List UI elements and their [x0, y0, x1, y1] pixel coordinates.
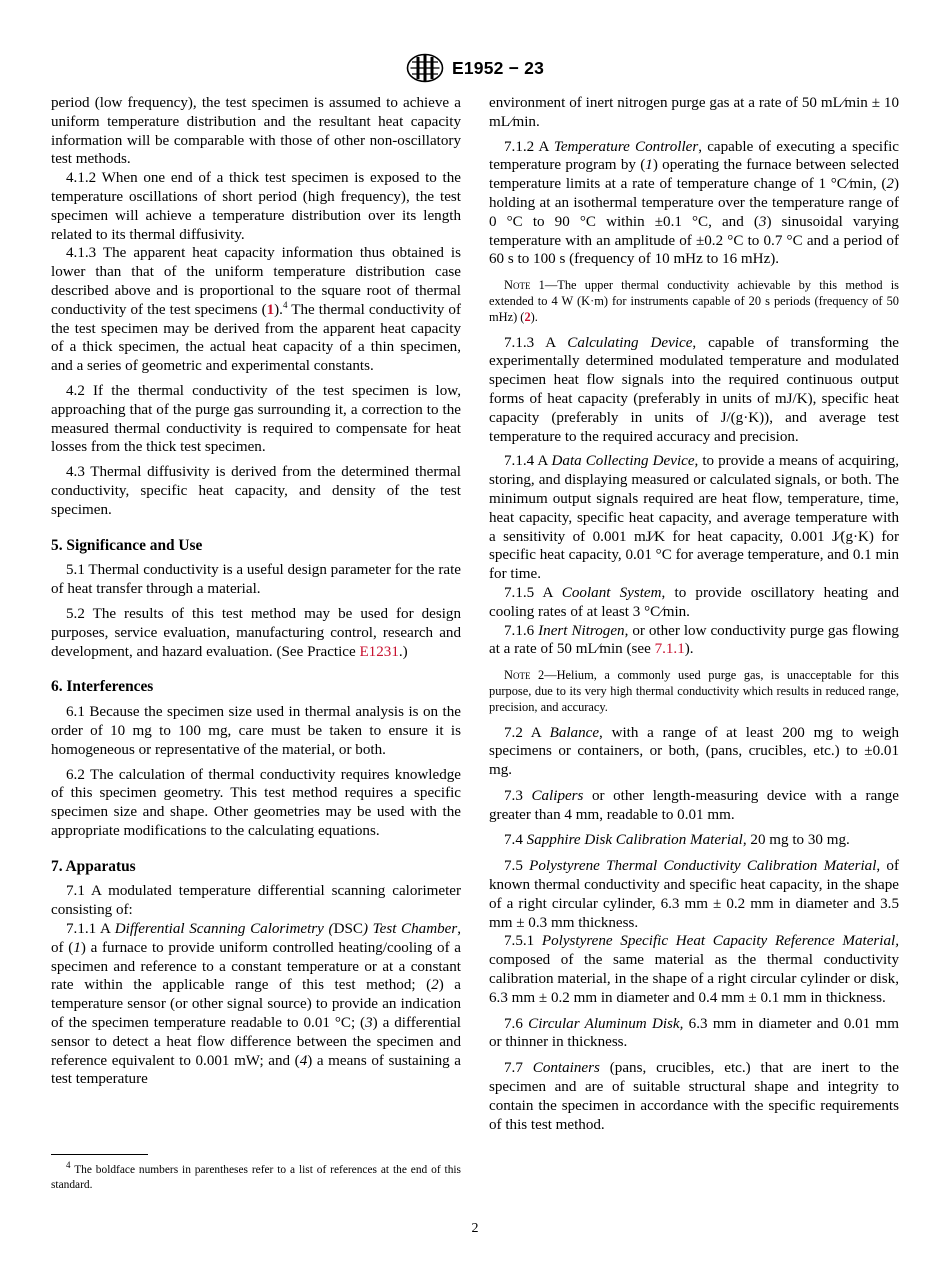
paragraph-7-1-2: 7.1.2 A Temperature Controller, capable of executing a specific temperature program by (1) operating the furnace between selected temperature limits at a rate of temperature change of 1 °C⁄min, (2) holding at an isothermal temperature over the temperature range of 0 °C to 90 °C within ±0.1 °C, and (3) sinusoidal varying temperature with an amplitude of ±0.2 °C to 0.7 °C and a period of 60 s to 100 s (frequency of 10 mHz to 16 mHz).	[489, 138, 900, 268]
paragraph-4-1-3: 4.1.3 The apparent heat capacity information thus obtained is lower than that of the uniform temperature distribution case described above and is proportional to the square root of thermal conductivity of the test specimens (1).$^4$ The thermal conductivity of the test specimen may be derived from the apparent heat capacity of a thick specimen, the actual heat capacity of a thin specimen, and a series of geometric and experimental constants.	[51, 245, 461, 375]
paragraph-7-1-1-cont: environment of inert nitrogen purge gas at a rate of 50 mL⁄min ± 10 mL⁄min.	[489, 95, 899, 130]
footnote-4: $^4$ The boldface numbers in parentheses refer to a list of references at the end of this standard.	[51, 1160, 461, 1191]
section-6-heading: 6. Interferences	[51, 678, 154, 696]
paragraph-7-1: 7.1 A modulated temperature differential scanning calorimeter consisting of:	[51, 883, 461, 919]
paragraph-7-1-4: 7.1.4 A Data Collecting Device, to provide a means of acquiring, storing, and displaying measured or calculated signals, or both. The minimum output signals required are heat flow, temperature, time, heat capacity, specific heat capacity, and average temperature with a sensitivity of 0.001 mJ⁄K for heat capacity, 0.001 J⁄(g·K) for specific heat capacity, 0.01 °C for average temperature, and 0.1 min for time.	[489, 453, 899, 583]
paragraph-7-1-6: 7.1.6 Inert Nitrogen, or other low conductivity purge gas flowing at a rate of 50 mL⁄min (see 7.1.1).	[489, 622, 899, 658]
paragraph-5-2: 5.2 The results of this test method may be used for design purposes, service evaluation, manufacturing control, research and development, and hazard evaluation. (See Practice E1231.)	[51, 605, 461, 660]
paragraph-7-7: 7.7 Containers (pans, crucibles, etc.) that are inert to the specimen and are of suitable structural shape and integrity to contain the specimen in accordance with the specific requirements of this test method.	[489, 1060, 900, 1133]
footnote-marker-4: 4	[282, 299, 288, 310]
reference-link-1[interactable]: 1	[266, 301, 275, 318]
left-column	[51, 94, 461, 1089]
note-2: Note 2—Helium, a commonly used purge gas, is unacceptable for this purpose, due to its very high thermal conductivity which results in reduced range, precision, and accuracy.	[489, 668, 899, 714]
paragraph-7-1-5: 7.1.5 A Coolant System, to provide oscillatory heating and cooling rates of at least 3 °C⁄min.	[489, 584, 900, 620]
section-5-heading: 5. Significance and Use	[51, 536, 203, 554]
paragraph-7-4: 7.4 Sapphire Disk Calibration Material, 20 mg to 30 mg.	[504, 832, 850, 849]
section-7-heading: 7. Apparatus	[51, 857, 136, 875]
reference-link-2[interactable]: 2	[524, 309, 531, 324]
astm-logo-icon	[406, 53, 444, 83]
paragraph-7-2: 7.2 A Balance, with a range of at least 200 mg to weigh specimens or containers, or both, (pans, crucibles, etc.) to ±0.01 mg.	[489, 724, 899, 779]
paragraph-6-2: 6.2 The calculation of thermal conductivity requires knowledge of this specimen geometry. This test method requires a specific specimen size and shape. Other geometries may be used with the appropriate modifications to the calculating equations.	[51, 766, 461, 839]
paragraph-7-1-1: 7.1.1 A Differential Scanning Calorimetry (DSC) Test Chamber, of (1) a furnace to provide uniform controlled heating/cooling of a specimen and reference to a constant temperature or at a constant rate within the applicable range of this test method; (2) a temperature sensor (or other signal source) to provide an indication of the specimen temperature readable to 0.01 °C; (3) a differential sensor to detect a heat flow difference between the specimen and reference equivalent to 0.001 mW; and (4) a means of sustaining a test temperature	[51, 921, 462, 1088]
footnote-rule	[51, 1154, 148, 1155]
paragraph-4-2: 4.2 If the thermal conductivity of the test specimen is low, approaching that of the purge gas surrounding it, a correction to the measured thermal conductivity is required to compensate for heat losses from the thick test specimen.	[51, 382, 461, 456]
paragraph-5-1: 5.1 Thermal conductivity is a useful design parameter for the rate of heat transfer through a material.	[51, 562, 461, 598]
page-header	[0, 53, 950, 87]
paragraph-4-1-2: 4.1.2 When one end of a thick test specimen is exposed to the temperature oscillations of short period (high frequency), the test specimen will achieve a temperature distribution over its length related to its thermal diffusivity.	[51, 170, 461, 243]
paragraph-4-3: 4.3 Thermal diffusivity is derived from the determined thermal conductivity, specific heat capacity, and density of the test specimen.	[51, 464, 461, 518]
note-1: Note 1—The upper thermal conductivity achievable by this method is extended to 4 W (K·m) for instruments capable of 20 s periods (frequency of 50 mHz) (2).	[489, 278, 899, 324]
paragraph-7-6: 7.6 Circular Aluminum Disk, 6.3 mm in diameter and 0.01 mm or thinner in thickness.	[489, 1015, 899, 1051]
right-column	[489, 94, 899, 1134]
standard-number: E1952 − 23	[451, 57, 544, 78]
paragraph-7-3: 7.3 Calipers or other length-measuring device with a range greater than 4 mm, readable to 0.01 mm.	[489, 787, 899, 823]
paragraph-7-5-1: 7.5.1 Polystyrene Specific Heat Capacity Reference Material, composed of the same material as the thermal conductivity calibration material, in the shape of a right circular cylinder or disk, 6.3 mm ± 0.2 mm in diameter and 0.4 mm ± 0.1 mm in thickness.	[489, 933, 899, 1006]
paragraph-6-1: 6.1 Because the specimen size used in thermal analysis is on the order of 10 mg to 100 mg, care must be taken to ensure it is homogeneous or representative of the material, or both.	[51, 704, 461, 758]
page-number: 2	[471, 1221, 479, 1236]
practice-e1231-link[interactable]: E1231	[359, 643, 399, 660]
paragraph-7-5: 7.5 Polystyrene Thermal Conductivity Calibration Material, of known thermal conductivity and specific heat capacity, in the shape of a right circular cylinder, 6.3 mm ± 0.2 mm in diameter and 3.5 mm ± 0.3 mm thickness.	[489, 858, 899, 931]
section-7-1-1-link[interactable]: 7.1.1	[654, 641, 685, 658]
paragraph-7-1-3: 7.1.3 A Calculating Device, capable of transforming the experimentally determined modulated temperature and modulated specimen heat flow signals into the required continuous output forms of heat capacity (preferably in units of mJ/K), specific heat capacity (preferably in units of J/(g·K)), and average test temperature to the required accuracy and precision.	[489, 334, 899, 445]
paragraph-4-1-1-cont: period (low frequency), the test specimen is assumed to achieve a uniform temperature distribution and the resultant heat capacity information will be comparable with those of other non-oscillatory test methods.	[51, 95, 461, 168]
